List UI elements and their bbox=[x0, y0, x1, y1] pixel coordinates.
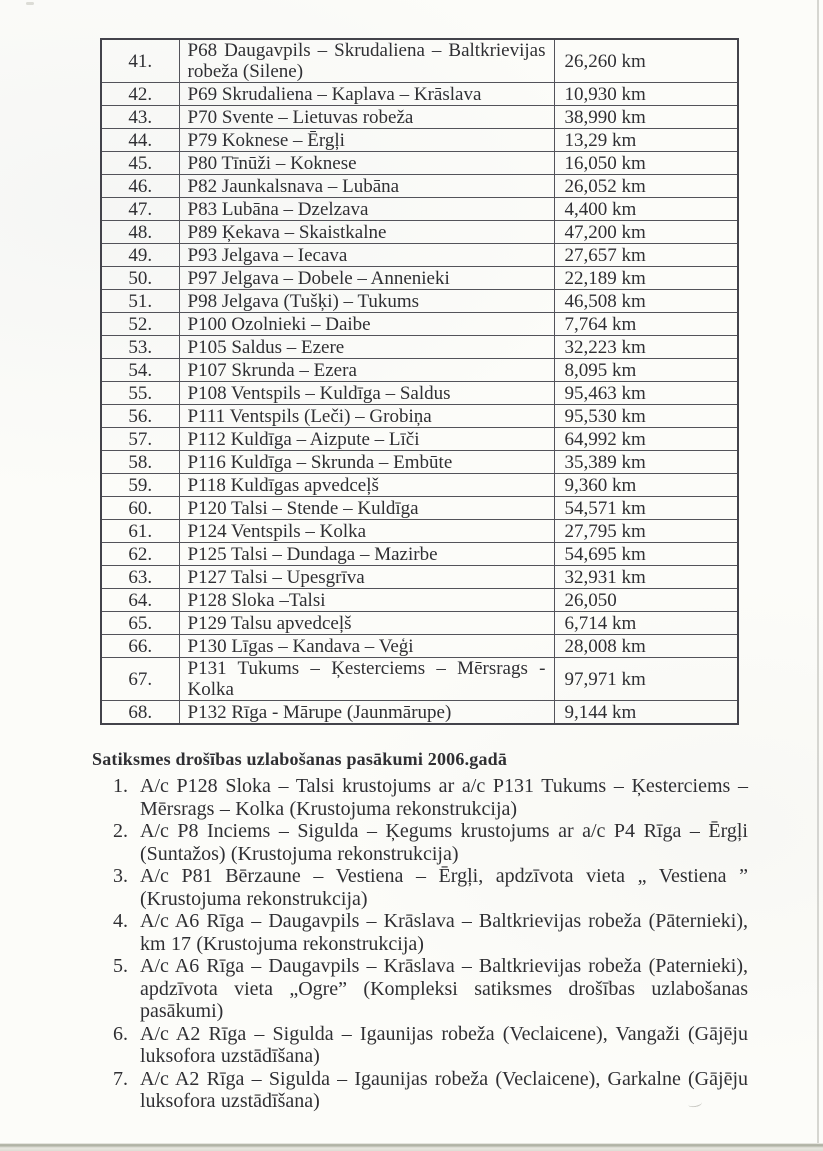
table-row bbox=[101, 566, 738, 589]
road-name: P125 Talsi – Dundaga – Mazirbe bbox=[179, 543, 554, 566]
row-number: 63. bbox=[101, 566, 179, 589]
road-length: 47,200 km bbox=[554, 221, 738, 244]
measure-item-number: 5. bbox=[113, 955, 128, 977]
road-length: 16,050 km bbox=[554, 152, 738, 175]
road-name: P108 Ventspils – Kuldīga – Saldus bbox=[179, 382, 554, 405]
road-name: P127 Talsi – Upesgrīva bbox=[179, 566, 554, 589]
road-length-table bbox=[100, 38, 739, 725]
road-length: 38,990 km bbox=[554, 106, 738, 129]
row-number: 48. bbox=[101, 221, 179, 244]
row-number: 51. bbox=[101, 290, 179, 313]
table-row bbox=[101, 589, 738, 612]
road-name: P132 Rīga - Mārupe (Jaunmārupe) bbox=[179, 701, 554, 725]
road-name: P100 Ozolnieki – Daibe bbox=[179, 313, 554, 336]
road-length: 95,463 km bbox=[554, 382, 738, 405]
scan-right-edge-shadow bbox=[817, 0, 819, 1151]
road-name: P118 Kuldīgas apvedceļš bbox=[179, 474, 554, 497]
road-name: P120 Talsi – Stende – Kuldīga bbox=[179, 497, 554, 520]
row-number: 62. bbox=[101, 543, 179, 566]
road-length: 9,144 km bbox=[554, 701, 738, 725]
measure-item bbox=[113, 820, 748, 865]
row-number: 53. bbox=[101, 336, 179, 359]
row-number: 44. bbox=[101, 129, 179, 152]
road-name: P70 Svente – Lietuvas robeža bbox=[179, 106, 554, 129]
table-row bbox=[101, 658, 738, 701]
measure-item-text: A/c P81 Bērzaune – Vestiena – Ērgļi, apdzīvota vieta „ Vestiena ” (Krustojuma rekonstrukcija) bbox=[140, 865, 748, 910]
row-number: 67. bbox=[101, 658, 179, 701]
table-row bbox=[101, 612, 738, 635]
road-length: 97,971 km bbox=[554, 658, 738, 701]
road-length: 8,095 km bbox=[554, 359, 738, 382]
road-length: 26,052 km bbox=[554, 175, 738, 198]
table-row bbox=[101, 267, 738, 290]
road-name: P82 Jaunkalsnava – Lubāna bbox=[179, 175, 554, 198]
road-length: 13,29 km bbox=[554, 129, 738, 152]
row-number: 55. bbox=[101, 382, 179, 405]
road-length: 6,714 km bbox=[554, 612, 738, 635]
road-name: P111 Ventspils (Leči) – Grobiņa bbox=[179, 405, 554, 428]
measure-item bbox=[113, 865, 748, 910]
row-number: 64. bbox=[101, 589, 179, 612]
road-name: P89 Ķekava – Skaistkalne bbox=[179, 221, 554, 244]
table-row bbox=[101, 359, 738, 382]
row-number: 50. bbox=[101, 267, 179, 290]
measure-item-text: A/c A6 Rīga – Daugavpils – Krāslava – Baltkrievijas robeža (Paternieki), apdzīvota vieta „Ogre” (Kompleksi satiksmes drošības uzlabošanas pasākumi) bbox=[140, 955, 748, 1022]
row-number: 46. bbox=[101, 175, 179, 198]
road-name: P68 Daugavpils – Skrudaliena – Baltkrievijas robeža (Silene) bbox=[179, 39, 554, 83]
road-length: 46,508 km bbox=[554, 290, 738, 313]
road-name: P79 Koknese – Ērgļi bbox=[179, 129, 554, 152]
measure-item-number: 3. bbox=[113, 865, 128, 887]
row-number: 66. bbox=[101, 635, 179, 658]
table-row bbox=[101, 543, 738, 566]
road-length: 9,360 km bbox=[554, 474, 738, 497]
measure-item-text: A/c A2 Rīga – Sigulda – Igaunijas robeža (Veclaicene), Vangaži (Gājēju luksofora uzstādīšana) bbox=[140, 1022, 748, 1067]
measure-item-text: A/c P128 Sloka – Talsi krustojums ar a/c P131 Tukums – Ķesterciems – Mērsrags – Kolka (Krustojuma rekonstrukcija) bbox=[140, 775, 748, 820]
measure-item-text: A/c P8 Inciems – Sigulda – Ķegums krustojums ar a/c P4 Rīga – Ērgļi (Suntažos) (Krustojuma rekonstrukcija) bbox=[140, 820, 748, 865]
measure-item bbox=[113, 775, 748, 820]
road-name: P98 Jelgava (Tušķi) – Tukums bbox=[179, 290, 554, 313]
row-number: 60. bbox=[101, 497, 179, 520]
road-name: P107 Skrunda – Ezera bbox=[179, 359, 554, 382]
table-row bbox=[101, 198, 738, 221]
scan-bottom-edge-shadow bbox=[0, 1143, 823, 1151]
measures-section bbox=[92, 748, 752, 1113]
road-length: 26,050 bbox=[554, 589, 738, 612]
road-length: 64,992 km bbox=[554, 428, 738, 451]
road-table-body bbox=[101, 39, 738, 724]
measure-item-text: A/c A2 Rīga – Sigulda – Igaunijas robeža (Veclaicene), Garkalne (Gājēju luksofora uzstādīšana) bbox=[140, 1067, 748, 1112]
road-name: P124 Ventspils – Kolka bbox=[179, 520, 554, 543]
road-name: P116 Kuldīga – Skrunda – Embūte bbox=[179, 451, 554, 474]
table-row bbox=[101, 451, 738, 474]
road-name: P128 Sloka –Talsi bbox=[179, 589, 554, 612]
road-length: 32,931 km bbox=[554, 566, 738, 589]
table-row bbox=[101, 428, 738, 451]
table-row bbox=[101, 474, 738, 497]
row-number: 41. bbox=[101, 39, 179, 83]
road-name: P83 Lubāna – Dzelzava bbox=[179, 198, 554, 221]
road-length: 27,657 km bbox=[554, 244, 738, 267]
road-length: 28,008 km bbox=[554, 635, 738, 658]
road-name: P112 Kuldīga – Aizpute – Līči bbox=[179, 428, 554, 451]
road-length: 35,389 km bbox=[554, 451, 738, 474]
row-number: 68. bbox=[101, 701, 179, 725]
section-heading: Satiksmes drošības uzlabošanas pasākumi 2006.gadā bbox=[92, 749, 508, 769]
row-number: 43. bbox=[101, 106, 179, 129]
road-length: 32,223 km bbox=[554, 336, 738, 359]
table-row bbox=[101, 520, 738, 543]
row-number: 47. bbox=[101, 198, 179, 221]
table-row bbox=[101, 175, 738, 198]
measure-item-number: 2. bbox=[113, 820, 128, 842]
table-row bbox=[101, 290, 738, 313]
road-name: P97 Jelgava – Dobele – Annenieki bbox=[179, 267, 554, 290]
table-row bbox=[101, 701, 738, 725]
measure-item bbox=[113, 1068, 748, 1113]
row-number: 49. bbox=[101, 244, 179, 267]
road-name: P80 Tīnūži – Koknese bbox=[179, 152, 554, 175]
row-number: 57. bbox=[101, 428, 179, 451]
table-row bbox=[101, 152, 738, 175]
table-row bbox=[101, 129, 738, 152]
measure-item bbox=[113, 1023, 748, 1068]
measure-item-number: 6. bbox=[113, 1022, 128, 1045]
row-number: 52. bbox=[101, 313, 179, 336]
row-number: 58. bbox=[101, 451, 179, 474]
table-row bbox=[101, 83, 738, 106]
road-name: P93 Jelgava – Iecava bbox=[179, 244, 554, 267]
row-number: 54. bbox=[101, 359, 179, 382]
road-name: P105 Saldus – Ezere bbox=[179, 336, 554, 359]
table-row bbox=[101, 106, 738, 129]
row-number: 56. bbox=[101, 405, 179, 428]
row-number: 61. bbox=[101, 520, 179, 543]
road-name: P131 Tukums – Ķesterciems – Mērsrags - Kolka bbox=[179, 658, 554, 701]
measure-item bbox=[113, 955, 748, 1023]
table-row bbox=[101, 244, 738, 267]
road-length: 26,260 km bbox=[554, 39, 738, 83]
row-number: 42. bbox=[101, 83, 179, 106]
road-length: 95,530 km bbox=[554, 405, 738, 428]
table-row bbox=[101, 336, 738, 359]
road-length: 27,795 km bbox=[554, 520, 738, 543]
measure-item-number: 7. bbox=[113, 1067, 128, 1090]
road-name: P69 Skrudaliena – Kaplava – Krāslava bbox=[179, 83, 554, 106]
road-name: P129 Talsu apvedceļš bbox=[179, 612, 554, 635]
table-row bbox=[101, 405, 738, 428]
road-length: 7,764 km bbox=[554, 313, 738, 336]
measures-list bbox=[113, 775, 748, 1113]
table-row bbox=[101, 39, 738, 83]
road-length: 10,930 km bbox=[554, 83, 738, 106]
table-row bbox=[101, 382, 738, 405]
road-length: 22,189 km bbox=[554, 267, 738, 290]
road-length: 54,695 km bbox=[554, 543, 738, 566]
measure-item bbox=[113, 910, 748, 955]
table-row bbox=[101, 497, 738, 520]
road-name: P130 Līgas – Kandava – Veģi bbox=[179, 635, 554, 658]
scan-speck bbox=[26, 2, 34, 5]
row-number: 65. bbox=[101, 612, 179, 635]
table-row bbox=[101, 313, 738, 336]
measure-item-number: 1. bbox=[113, 775, 128, 797]
road-length: 4,400 km bbox=[554, 198, 738, 221]
table-row bbox=[101, 221, 738, 244]
measure-item-number: 4. bbox=[113, 910, 128, 932]
road-length: 54,571 km bbox=[554, 497, 738, 520]
row-number: 45. bbox=[101, 152, 179, 175]
table-row bbox=[101, 635, 738, 658]
row-number: 59. bbox=[101, 474, 179, 497]
measure-item-text: A/c A6 Rīga – Daugavpils – Krāslava – Baltkrievijas robeža (Pāternieki), km 17 (Krustojuma rekonstrukcija) bbox=[140, 910, 748, 955]
